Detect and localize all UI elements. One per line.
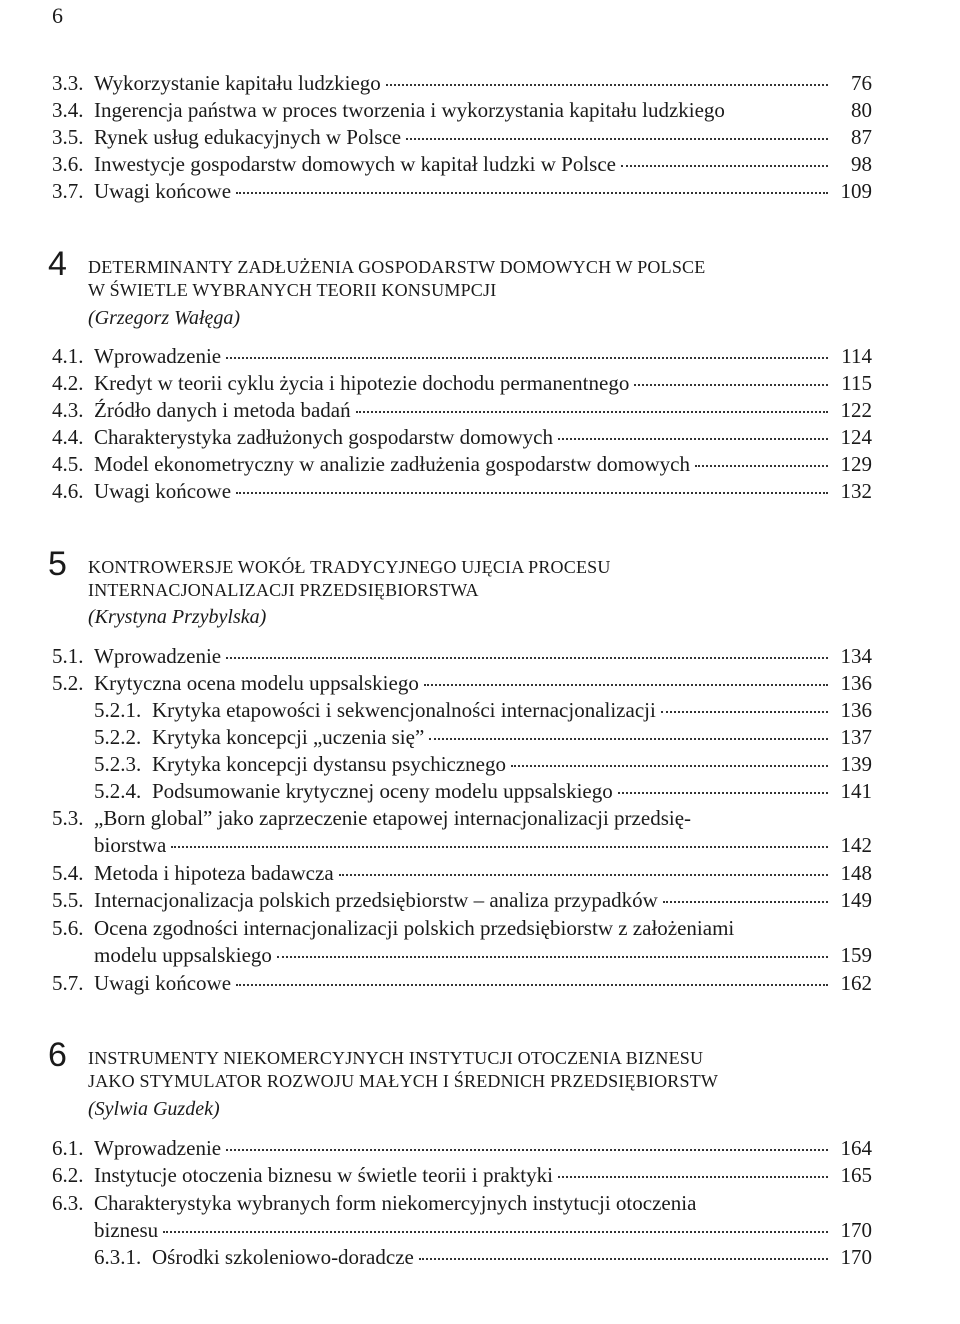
entry-page: 142 — [840, 833, 872, 857]
entry-title-continued: biorstwa — [94, 833, 167, 857]
entry-title: Charakterystyka zadłużonych gospodarstw domowych — [94, 425, 553, 449]
leader-dots — [419, 1257, 828, 1260]
entry-page: 164 — [840, 1136, 872, 1160]
entry-page: 98 — [851, 152, 872, 176]
entry-page: 129 — [840, 452, 872, 476]
entry-page: 109 — [840, 179, 872, 203]
entry-page: 141 — [840, 779, 872, 803]
chapter-heading-line: KONTROWERSJE WOKÓŁ TRADYCYJNEGO UJĘCIA PROCESU — [88, 557, 611, 577]
toc-entry[interactable] — [52, 478, 872, 505]
leader-dots — [339, 873, 828, 876]
toc-entry[interactable] — [52, 887, 872, 914]
entry-title: Instytucje otoczenia biznesu w świetle teorii i praktyki — [94, 1163, 553, 1187]
entry-number: 4.1. — [52, 344, 84, 368]
entry-title: Kredyt w teorii cyklu życia i hipotezie dochodu permanentnego — [94, 371, 630, 395]
entry-title: Krytyka koncepcji dystansu psychicznego — [152, 752, 506, 776]
entry-page: 132 — [840, 479, 872, 503]
entry-title: Podsumowanie krytycznej oceny modelu uppsalskiego — [152, 779, 613, 803]
entry-number: 6.1. — [52, 1136, 84, 1160]
entry-page: 122 — [840, 398, 872, 422]
entry-number: 3.7. — [52, 179, 84, 203]
entry-number: 5.7. — [52, 971, 84, 995]
entry-number: 4.4. — [52, 425, 84, 449]
entry-number: 5.6. — [52, 916, 84, 940]
leader-dots — [277, 955, 828, 958]
entry-title: Model ekonometryczny w analizie zadłużenia gospodarstw domowych — [94, 452, 690, 476]
toc-entry[interactable] — [52, 1162, 872, 1189]
leader-dots — [226, 356, 828, 359]
leader-dots — [163, 1230, 828, 1233]
entry-title: Ośrodki szkoleniowo-doradcze — [152, 1245, 414, 1269]
toc-entry[interactable] — [52, 970, 872, 997]
chapter-number: 4 — [48, 245, 67, 283]
entry-title: Ingerencja państwa w proces tworzenia i wykorzystania kapitału ludzkiego — [94, 98, 725, 122]
entry-title: Internacjonalizacja polskich przedsiębiorstw – analiza przypadków — [94, 888, 658, 912]
chapter-heading-line: DETERMINANTY ZADŁUŻENIA GOSPODARSTW DOMOWYCH W POLSCE — [88, 257, 706, 277]
toc-entry[interactable] — [52, 1190, 792, 1217]
entry-title: Źródło danych i metoda badań — [94, 398, 351, 422]
chapter-heading — [88, 1047, 908, 1093]
entry-title: Uwagi końcowe — [94, 479, 232, 503]
toc-entry[interactable] — [52, 915, 842, 942]
leader-dots — [429, 737, 828, 740]
entry-title: Krytyka koncepcji „uczenia się” — [152, 725, 425, 749]
entry-title: Inwestycje gospodarstw domowych w kapitał ludzki w Polsce — [94, 152, 616, 176]
leader-dots — [621, 164, 828, 167]
leader-dots — [226, 1148, 828, 1151]
leader-dots — [386, 83, 828, 86]
toc-entry[interactable] — [52, 643, 872, 670]
entry-number: 5.2. — [52, 671, 84, 695]
toc-entry[interactable] — [52, 670, 872, 697]
entry-page: 136 — [840, 671, 872, 695]
toc-entry[interactable] — [52, 424, 872, 451]
leader-dots — [171, 845, 828, 848]
toc-entry[interactable] — [52, 397, 872, 424]
leader-dots — [730, 112, 828, 113]
entry-page: 149 — [840, 888, 872, 912]
entry-number: 6.3.1. — [94, 1245, 142, 1269]
leader-dots — [424, 683, 828, 686]
entry-title: Rynek usług edukacyjnych w Polsce — [94, 125, 402, 149]
toc-entry[interactable] — [52, 370, 872, 397]
page-number: 6 — [52, 3, 63, 28]
entry-page: 137 — [840, 725, 872, 749]
chapter-heading — [88, 256, 848, 302]
entry-number: 3.6. — [52, 152, 84, 176]
chapter-number: 5 — [48, 545, 67, 583]
toc-entry[interactable] — [52, 97, 872, 124]
entry-title: Charakterystyka wybranych form niekomercyjnych instytucji otoczenia — [94, 1191, 697, 1215]
chapter-number: 6 — [48, 1036, 67, 1074]
entry-page: 115 — [841, 371, 872, 395]
toc-subentry[interactable] — [94, 778, 872, 805]
entry-page: 148 — [840, 861, 872, 885]
entry-number: 4.5. — [52, 452, 84, 476]
leader-dots — [236, 491, 828, 494]
entry-page: 136 — [840, 698, 872, 722]
entry-number: 5.4. — [52, 861, 84, 885]
entry-number: 5.2.4. — [94, 779, 142, 803]
chapter-author: (Krystyna Przybylska) — [88, 606, 267, 628]
leader-dots — [226, 656, 828, 659]
entry-number: 4.3. — [52, 398, 84, 422]
entry-title-continued: biznesu — [94, 1218, 159, 1242]
toc-entry[interactable] — [52, 178, 872, 205]
entry-title: Wykorzystanie kapitału ludzkiego — [94, 71, 381, 95]
leader-dots — [663, 900, 828, 903]
leader-dots — [558, 437, 828, 440]
chapter-heading-line: JAKO STYMULATOR ROZWOJU MAŁYCH I ŚREDNICH PRZEDSIĘBIORSTW — [88, 1071, 719, 1091]
entry-title: Ocena zgodności internacjonalizacji polskich przedsiębiorstw z założeniami — [94, 916, 735, 940]
chapter-heading — [88, 556, 848, 602]
toc-entry[interactable] — [52, 124, 872, 151]
entry-number: 4.6. — [52, 479, 84, 503]
leader-dots — [511, 764, 828, 767]
toc-entry[interactable] — [52, 860, 872, 887]
entry-title: Krytyczna ocena modelu uppsalskiego — [94, 671, 419, 695]
leader-dots — [236, 983, 828, 986]
entry-page: 162 — [840, 971, 872, 995]
chapter-heading-line: INSTRUMENTY NIEKOMERCYJNYCH INSTYTUCJI OTOCZENIA BIZNESU — [88, 1048, 704, 1068]
chapter-author: (Grzegorz Wałęga) — [88, 307, 241, 329]
toc-subentry[interactable] — [94, 724, 872, 751]
entry-page: 76 — [851, 71, 872, 95]
toc-entry[interactable] — [52, 343, 872, 370]
entry-title: „Born global” jako zaprzeczenie etapowej internacjonalizacji przedsię- — [94, 806, 692, 830]
entry-page: 87 — [851, 125, 872, 149]
toc-entry[interactable] — [52, 805, 792, 832]
entry-title: Wprowadzenie — [94, 344, 222, 368]
entry-number: 6.3. — [52, 1191, 84, 1215]
toc-entry[interactable] — [52, 451, 872, 478]
entry-number: 5.2.2. — [94, 725, 142, 749]
entry-number: 5.5. — [52, 888, 84, 912]
entry-number: 4.2. — [52, 371, 84, 395]
entry-title: Metoda i hipoteza badawcza — [94, 861, 334, 885]
toc-subentry[interactable] — [94, 751, 872, 778]
entry-title-continued: modelu uppsalskiego — [94, 943, 272, 967]
leader-dots — [634, 383, 828, 386]
leader-dots — [618, 791, 828, 794]
leader-dots — [356, 410, 828, 413]
entry-number: 3.4. — [52, 98, 84, 122]
entry-number: 3.5. — [52, 125, 84, 149]
entry-page: 170 — [840, 1218, 872, 1242]
entry-number: 6.2. — [52, 1163, 84, 1187]
entry-title: Wprowadzenie — [94, 644, 222, 668]
entry-page: 124 — [840, 425, 872, 449]
toc-entry[interactable] — [52, 1135, 872, 1162]
leader-dots — [236, 191, 828, 194]
chapter-heading-line: INTERNACJONALIZACJI PRZEDSIĘBIORSTWA — [88, 580, 479, 600]
entry-number: 5.2.1. — [94, 698, 142, 722]
entry-title: Wprowadzenie — [94, 1136, 222, 1160]
entry-title: Uwagi końcowe — [94, 179, 232, 203]
entry-page: 134 — [840, 644, 872, 668]
toc-subentry[interactable] — [94, 1244, 872, 1271]
toc-entry[interactable] — [52, 151, 872, 178]
leader-dots — [695, 464, 828, 467]
leader-dots — [558, 1175, 828, 1178]
toc-subentry[interactable] — [94, 697, 872, 724]
chapter-heading-line: W ŚWIETLE WYBRANYCH TEORII KONSUMPCJI — [88, 280, 497, 300]
entry-number: 5.1. — [52, 644, 84, 668]
leader-dots — [661, 710, 828, 713]
leader-dots — [406, 137, 828, 140]
entry-page: 114 — [841, 344, 872, 368]
entry-number: 5.2.3. — [94, 752, 142, 776]
entry-number: 3.3. — [52, 71, 84, 95]
chapter-author: (Sylwia Guzdek) — [88, 1098, 220, 1120]
entry-page: 139 — [840, 752, 872, 776]
entry-page: 80 — [851, 98, 872, 122]
toc-entry-continuation[interactable] — [94, 832, 872, 859]
entry-page: 170 — [840, 1245, 872, 1269]
toc-entry-continuation[interactable] — [94, 942, 872, 969]
entry-page: 165 — [840, 1163, 872, 1187]
entry-page: 159 — [840, 943, 872, 967]
entry-title: Uwagi końcowe — [94, 971, 232, 995]
entry-number: 5.3. — [52, 806, 84, 830]
toc-entry-continuation[interactable] — [94, 1217, 872, 1244]
toc-entry[interactable] — [52, 70, 872, 97]
entry-title: Krytyka etapowości i sekwencjonalności internacjonalizacji — [152, 698, 656, 722]
